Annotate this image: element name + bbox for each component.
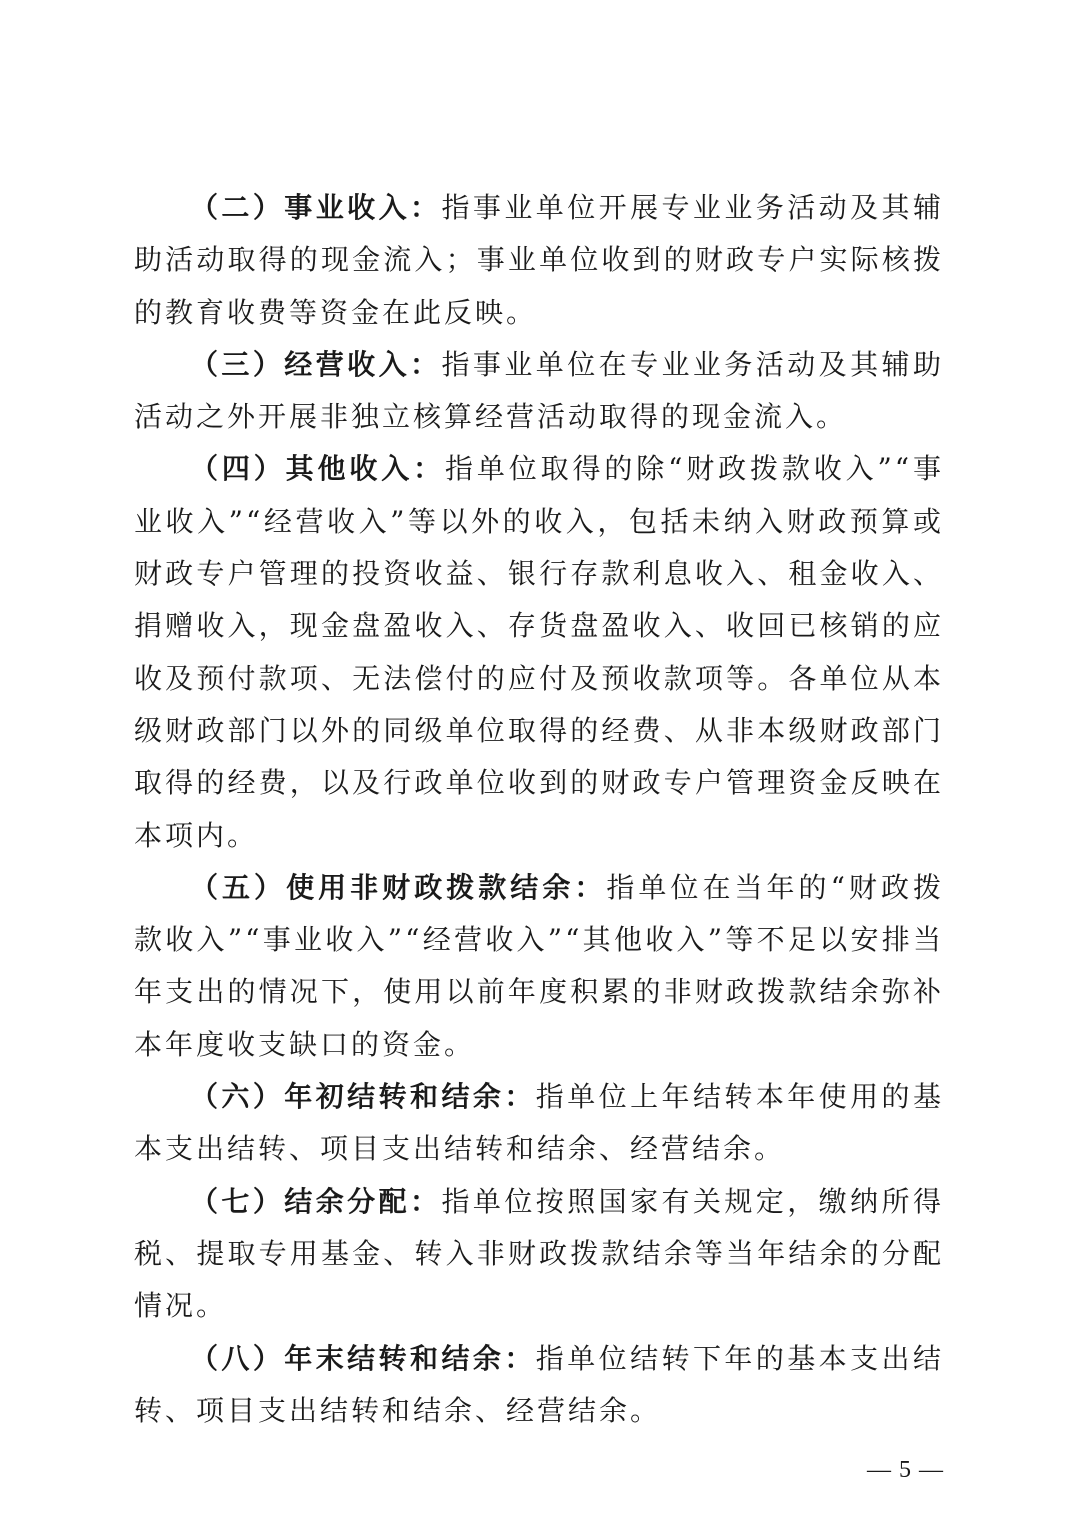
paragraph-heading: （三）经营收入： <box>190 347 442 381</box>
paragraph-heading: （五）使用非财政拨款结余： <box>190 870 607 904</box>
paragraph-other-income <box>134 443 944 861</box>
paragraph-text: 指单位结转下年的基本支出结转、项目支出结转和结余、经营结余。 <box>134 1341 944 1427</box>
paragraph-heading: （六）年初结转和结余： <box>190 1080 536 1114</box>
document-body <box>134 182 944 1437</box>
paragraph-operating-income <box>134 339 944 444</box>
paragraph-text: 指单位取得的除“财政拨款收入”“事业收入”“经营收入”等以外的收入，包括未纳入财政预算或财政专户管理的投资收益、银行存款利息收入、租金收入、捐赠收入，现金盘盈收入、存货盘盈收入、收回已核销的应收及预付款项、无法偿付的应付及预收款项等。各单位从本级财政部门以外的同级单位取得的经费、从非本级财政部门取得的经费，以及行政单位收到的财政专户管理资金反映在本项内。 <box>134 452 944 852</box>
paragraph-heading: （七）结余分配： <box>190 1184 442 1218</box>
paragraph-non-fiscal-balance <box>134 862 944 1071</box>
paragraph-text: 指单位在当年的“财政拨款收入”“事业收入”“经营收入”“其他收入”等不足以安排当年支出的情况下，使用以前年度积累的非财政拨款结余弥补本年度收支缺口的资金。 <box>134 870 944 1061</box>
paragraph-business-income <box>134 182 944 339</box>
paragraph-closing-carryover <box>134 1333 944 1438</box>
paragraph-surplus-distribution <box>134 1176 944 1333</box>
page-number: — 5 — <box>867 1457 944 1483</box>
paragraph-heading: （二）事业收入： <box>190 191 442 224</box>
paragraph-text: 指事业单位在专业业务活动及其辅助活动之外开展非独立核算经营活动取得的现金流入。 <box>134 347 944 434</box>
paragraph-text: 指事业单位开展专业业务活动及其辅助活动取得的现金流入；事业单位收到的财政专户实际核拨的教育收费等资金在此反映。 <box>134 191 944 329</box>
paragraph-opening-carryover <box>134 1071 944 1176</box>
paragraph-text: 指单位按照国家有关规定，缴纳所得税、提取专用基金、转入非财政拨款结余等当年结余的分配情况。 <box>134 1184 944 1323</box>
paragraph-heading: （八）年末结转和结余： <box>190 1341 536 1375</box>
paragraph-heading: （四）其他收入： <box>190 452 445 486</box>
paragraph-text: 指单位上年结转本年使用的基本支出结转、项目支出结转和结余、经营结余。 <box>134 1080 944 1166</box>
